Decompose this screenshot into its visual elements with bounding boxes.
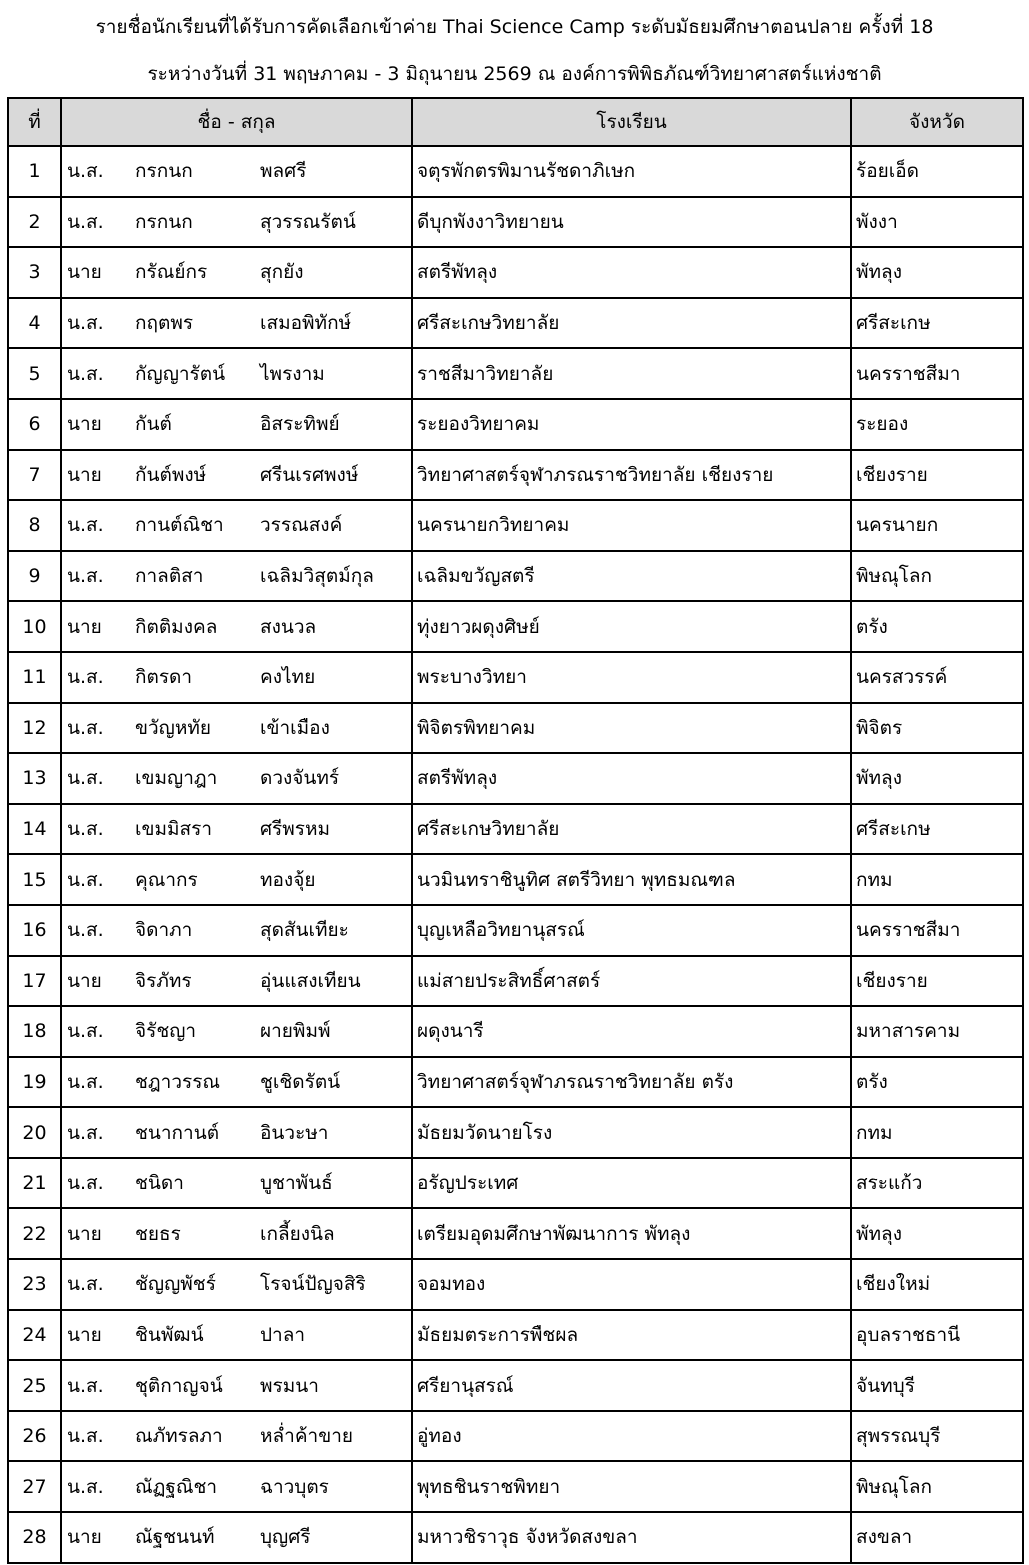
school-name: พระบางวิทยา — [412, 652, 851, 703]
province-name: เชียงราย — [851, 450, 1023, 501]
province-name: ตรัง — [851, 1057, 1023, 1108]
table-row — [8, 146, 1023, 197]
province-name: พัทลุง — [851, 753, 1023, 804]
table-row — [8, 500, 1023, 551]
last-name: สุวรรณรัตน์ — [260, 210, 356, 233]
table-row — [8, 703, 1023, 754]
first-name: กิตรดา — [135, 666, 193, 689]
last-name: ไพรงาม — [260, 362, 325, 385]
student-name — [61, 1360, 412, 1411]
name-title: น.ส. — [67, 767, 104, 790]
student-name — [61, 399, 412, 450]
name-title: น.ส. — [67, 919, 104, 942]
school-name: นวมินทราชินูทิศ สตรีวิทยา พุทธมณฑล — [412, 854, 851, 905]
school-name: ศรียานุสรณ์ — [412, 1360, 851, 1411]
first-name: ชนากานต์ — [135, 1121, 220, 1144]
table-row — [8, 601, 1023, 652]
province-name: พิษณุโลก — [851, 1461, 1023, 1512]
school-name: แม่สายประสิทธิ์ศาสตร์ — [412, 956, 851, 1007]
row-number: 17 — [8, 956, 61, 1007]
student-name — [61, 753, 412, 804]
row-number: 23 — [8, 1259, 61, 1310]
school-name: มหาวชิราวุธ จังหวัดสงขลา — [412, 1512, 851, 1563]
table-row — [8, 399, 1023, 450]
student-name — [61, 1461, 412, 1512]
student-name — [61, 601, 412, 652]
name-title: น.ส. — [67, 362, 104, 385]
table-row — [8, 1259, 1023, 1310]
table-row — [8, 1360, 1023, 1411]
first-name: ชินพัฒน์ — [135, 1323, 204, 1346]
first-name: จิรัชญา — [135, 1020, 197, 1043]
province-name: ศรีสะเกษ — [851, 298, 1023, 349]
first-name: จิรภัทร — [135, 969, 192, 992]
last-name: ชูเชิดรัตน์ — [260, 1070, 341, 1093]
last-name: ดวงจันทร์ — [260, 767, 340, 790]
student-name — [61, 1057, 412, 1108]
student-name — [61, 652, 412, 703]
name-title: นาย — [67, 1323, 102, 1346]
row-number: 21 — [8, 1158, 61, 1209]
first-name: ณัฐชนนท์ — [135, 1526, 215, 1549]
province-name: พิษณุโลก — [851, 551, 1023, 602]
row-number: 16 — [8, 905, 61, 956]
table-row — [8, 1057, 1023, 1108]
header-no: ที่ — [8, 98, 61, 146]
first-name: ชัญญพัชร์ — [135, 1273, 216, 1296]
table-row — [8, 804, 1023, 855]
first-name: ชฎาวรรณ — [135, 1070, 221, 1093]
row-number: 25 — [8, 1360, 61, 1411]
province-name: พังงา — [851, 197, 1023, 248]
last-name: สุกยัง — [260, 261, 304, 284]
school-name: อู่ทอง — [412, 1411, 851, 1462]
table-row — [8, 753, 1023, 804]
first-name: จิดาภา — [135, 919, 193, 942]
student-name — [61, 1259, 412, 1310]
last-name: พรมนา — [260, 1374, 319, 1397]
row-number: 6 — [8, 399, 61, 450]
province-name: สระแก้ว — [851, 1158, 1023, 1209]
last-name: ปาลา — [260, 1323, 306, 1346]
last-name: วรรณสงค์ — [260, 514, 343, 537]
last-name: เสมอพิทักษ์ — [260, 312, 352, 335]
student-name — [61, 1208, 412, 1259]
name-title: น.ส. — [67, 1374, 104, 1397]
table-row — [8, 450, 1023, 501]
school-name: วิทยาศาสตร์จุฬาภรณราชวิทยาลัย เชียงราย — [412, 450, 851, 501]
name-title: น.ส. — [67, 1020, 104, 1043]
last-name: พลศรี — [260, 160, 307, 183]
table-row — [8, 854, 1023, 905]
province-name: นครนายก — [851, 500, 1023, 551]
table-header-row — [8, 98, 1023, 146]
student-name — [61, 1411, 412, 1462]
table-row — [8, 348, 1023, 399]
province-name: นครราชสีมา — [851, 905, 1023, 956]
name-title: น.ส. — [67, 818, 104, 841]
last-name: เกลี้ยงนิล — [260, 1222, 335, 1245]
document-title: รายชื่อนักเรียนที่ได้รับการคัดเลือกเข้าค่าย Thai Science Camp ระดับมัธยมศึกษาตอนปลาย ครั้งที่ 18 — [95, 16, 934, 38]
school-name: จตุรพักตรพิมานรัชดาภิเษก — [412, 146, 851, 197]
province-name: เชียงใหม่ — [851, 1259, 1023, 1310]
row-number: 28 — [8, 1512, 61, 1563]
table-row — [8, 905, 1023, 956]
school-name: ราชสีมาวิทยาลัย — [412, 348, 851, 399]
name-title: น.ส. — [67, 514, 104, 537]
name-title: น.ส. — [67, 666, 104, 689]
last-name: ฉาวบุตร — [260, 1475, 329, 1498]
name-title: น.ส. — [67, 565, 104, 588]
school-name: สตรีพัทลุง — [412, 753, 851, 804]
province-name: มหาสารคาม — [851, 1006, 1023, 1057]
row-number: 7 — [8, 450, 61, 501]
student-name — [61, 956, 412, 1007]
table-row — [8, 298, 1023, 349]
school-name: พิจิตรพิทยาคม — [412, 703, 851, 754]
school-name: ระยองวิทยาคม — [412, 399, 851, 450]
name-title: นาย — [67, 615, 102, 638]
last-name: โรจน์ปัญจสิริ — [260, 1273, 366, 1296]
first-name: ณัฏฐณิชา — [135, 1475, 218, 1498]
first-name: เขมญาฎา — [135, 767, 218, 790]
table-row — [8, 1208, 1023, 1259]
first-name: กรกนก — [135, 160, 193, 183]
name-title: นาย — [67, 261, 102, 284]
last-name: อุ่นแสงเทียน — [260, 969, 361, 992]
student-name — [61, 1006, 412, 1057]
first-name: ขวัญหทัย — [135, 716, 212, 739]
last-name: อินวะษา — [260, 1121, 329, 1144]
province-name: สุพรรณบุรี — [851, 1411, 1023, 1462]
first-name: กาลติสา — [135, 565, 204, 588]
student-name — [61, 1512, 412, 1563]
name-title: น.ส. — [67, 160, 104, 183]
row-number: 24 — [8, 1310, 61, 1361]
document-subtitle: ระหว่างวันที่ 31 พฤษภาคม - 3 มิถุนายน 2569 ณ องค์การพิพิธภัณฑ์วิทยาศาสตร์แห่งชาติ — [147, 63, 882, 85]
first-name: กฤตพร — [135, 312, 194, 335]
header-province: จังหวัด — [851, 98, 1023, 146]
last-name: คงไทย — [260, 666, 316, 689]
name-title: น.ส. — [67, 210, 104, 233]
school-name: ผดุงนารี — [412, 1006, 851, 1057]
province-name: จันทบุรี — [851, 1360, 1023, 1411]
row-number: 2 — [8, 197, 61, 248]
name-title: น.ส. — [67, 1475, 104, 1498]
row-number: 18 — [8, 1006, 61, 1057]
name-title: นาย — [67, 1222, 102, 1245]
student-name — [61, 450, 412, 501]
province-name: พัทลุง — [851, 247, 1023, 298]
table-row — [8, 197, 1023, 248]
school-name: ศรีสะเกษวิทยาลัย — [412, 804, 851, 855]
first-name: กรัณย์กร — [135, 261, 208, 284]
name-title: นาย — [67, 413, 102, 436]
last-name: อิสระทิพย์ — [260, 413, 340, 436]
student-name — [61, 551, 412, 602]
row-number: 15 — [8, 854, 61, 905]
table-row — [8, 1158, 1023, 1209]
province-name: เชียงราย — [851, 956, 1023, 1007]
name-title: นาย — [67, 463, 102, 486]
first-name: กิตติมงคล — [135, 615, 218, 638]
province-name: สงขลา — [851, 1512, 1023, 1563]
last-name: เฉลิมวิสุตม์กุล — [260, 565, 374, 588]
name-title: น.ส. — [67, 312, 104, 335]
row-number: 9 — [8, 551, 61, 602]
province-name: ร้อยเอ็ด — [851, 146, 1023, 197]
first-name: ชุติกาญจน์ — [135, 1374, 223, 1397]
school-name: วิทยาศาสตร์จุฬาภรณราชวิทยาลัย ตรัง — [412, 1057, 851, 1108]
province-name: ระยอง — [851, 399, 1023, 450]
first-name: ณภัทรลภา — [135, 1425, 223, 1448]
province-name: นครราชสีมา — [851, 348, 1023, 399]
table-row — [8, 1107, 1023, 1158]
province-name: พิจิตร — [851, 703, 1023, 754]
school-name: ศรีสะเกษวิทยาลัย — [412, 298, 851, 349]
province-name: กทม — [851, 854, 1023, 905]
row-number: 14 — [8, 804, 61, 855]
name-title: นาย — [67, 969, 102, 992]
last-name: ศรีพรหม — [260, 818, 331, 841]
last-name: บุญศรี — [260, 1526, 311, 1549]
last-name: เข้าเมือง — [260, 716, 330, 739]
name-title: นาย — [67, 1526, 102, 1549]
school-name: นครนายกวิทยาคม — [412, 500, 851, 551]
table-body — [8, 146, 1023, 1563]
last-name: สงนวล — [260, 615, 317, 638]
table-row — [8, 652, 1023, 703]
student-list-table — [7, 97, 1024, 1564]
first-name: กันต์ — [135, 413, 172, 436]
row-number: 3 — [8, 247, 61, 298]
student-name — [61, 1107, 412, 1158]
first-name: กรกนก — [135, 210, 193, 233]
table-row — [8, 247, 1023, 298]
student-name — [61, 197, 412, 248]
row-number: 26 — [8, 1411, 61, 1462]
row-number: 10 — [8, 601, 61, 652]
school-name: ทุ่งยาวผดุงศิษย์ — [412, 601, 851, 652]
province-name: นครสวรรค์ — [851, 652, 1023, 703]
row-number: 12 — [8, 703, 61, 754]
table-row — [8, 1512, 1023, 1563]
header-school: โรงเรียน — [412, 98, 851, 146]
student-name — [61, 1310, 412, 1361]
student-name — [61, 854, 412, 905]
student-name — [61, 1158, 412, 1209]
row-number: 1 — [8, 146, 61, 197]
name-title: น.ส. — [67, 1070, 104, 1093]
province-name: อุบลราชธานี — [851, 1310, 1023, 1361]
last-name: ศรีนเรศพงษ์ — [260, 463, 359, 486]
last-name: ทองจุ้ย — [260, 868, 316, 891]
school-name: จอมทอง — [412, 1259, 851, 1310]
school-name: มัธยมวัดนายโรง — [412, 1107, 851, 1158]
school-name: เตรียมอุดมศึกษาพัฒนาการ พัทลุง — [412, 1208, 851, 1259]
last-name: ผายพิมพ์ — [260, 1020, 331, 1043]
student-name — [61, 247, 412, 298]
table-row — [8, 551, 1023, 602]
name-title: น.ส. — [67, 1273, 104, 1296]
first-name: กันต์พงษ์ — [135, 463, 207, 486]
row-number: 4 — [8, 298, 61, 349]
school-name: อรัญประเทศ — [412, 1158, 851, 1209]
school-name: ดีบุกพังงาวิทยายน — [412, 197, 851, 248]
school-name: บุญเหลือวิทยานุสรณ์ — [412, 905, 851, 956]
row-number: 20 — [8, 1107, 61, 1158]
school-name: มัธยมตระการพืชผล — [412, 1310, 851, 1361]
name-title: น.ส. — [67, 1425, 104, 1448]
first-name: ชยธร — [135, 1222, 181, 1245]
province-name: กทม — [851, 1107, 1023, 1158]
table-row — [8, 956, 1023, 1007]
province-name: ศรีสะเกษ — [851, 804, 1023, 855]
student-name — [61, 905, 412, 956]
last-name: หล่ำค้าขาย — [260, 1425, 354, 1448]
school-name: เฉลิมขวัญสตรี — [412, 551, 851, 602]
row-number: 22 — [8, 1208, 61, 1259]
name-title: น.ส. — [67, 868, 104, 891]
student-name — [61, 348, 412, 399]
first-name: กัญญารัตน์ — [135, 362, 226, 385]
name-title: น.ส. — [67, 716, 104, 739]
row-number: 19 — [8, 1057, 61, 1108]
first-name: คุณากร — [135, 868, 198, 891]
header-name: ชื่อ - สกุล — [61, 98, 412, 146]
table-row — [8, 1006, 1023, 1057]
table-row — [8, 1411, 1023, 1462]
first-name: เขมมิสรา — [135, 818, 213, 841]
table-row — [8, 1461, 1023, 1512]
school-name: สตรีพัทลุง — [412, 247, 851, 298]
province-name: พัทลุง — [851, 1208, 1023, 1259]
table-row — [8, 1310, 1023, 1361]
first-name: ชนิดา — [135, 1172, 184, 1195]
school-name: พุทธชินราชพิทยา — [412, 1461, 851, 1512]
last-name: บูชาพันธ์ — [260, 1172, 333, 1195]
first-name: กานต์ณิชา — [135, 514, 224, 537]
last-name: สุดสันเทียะ — [260, 919, 349, 942]
row-number: 8 — [8, 500, 61, 551]
student-name — [61, 146, 412, 197]
student-name — [61, 500, 412, 551]
student-name — [61, 298, 412, 349]
row-number: 5 — [8, 348, 61, 399]
name-title: น.ส. — [67, 1121, 104, 1144]
student-name — [61, 703, 412, 754]
row-number: 13 — [8, 753, 61, 804]
student-name — [61, 804, 412, 855]
row-number: 11 — [8, 652, 61, 703]
name-title: น.ส. — [67, 1172, 104, 1195]
row-number: 27 — [8, 1461, 61, 1512]
province-name: ตรัง — [851, 601, 1023, 652]
